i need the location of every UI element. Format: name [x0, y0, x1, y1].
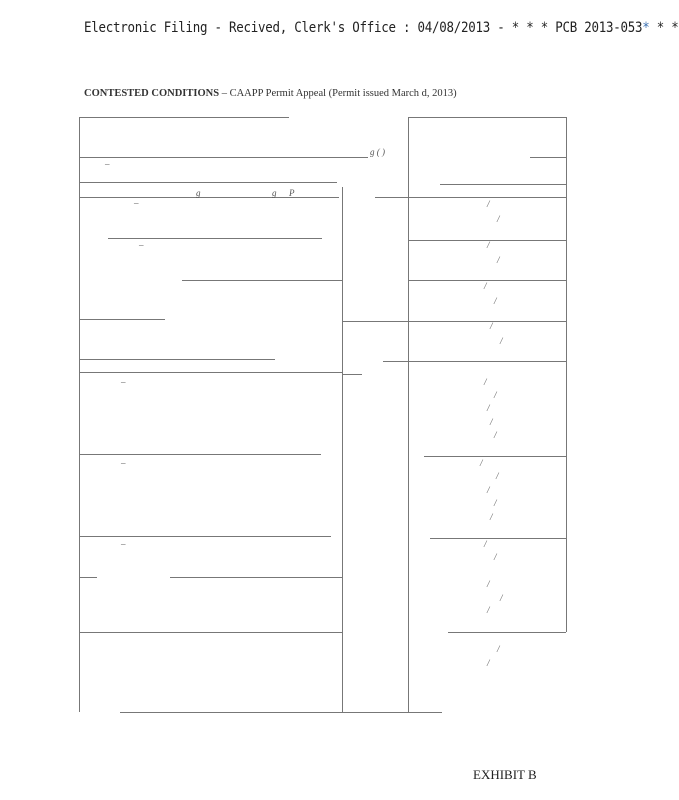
- table-fragment: /: [480, 458, 483, 468]
- table-row-line: [79, 454, 321, 455]
- table-fragment: /: [487, 199, 490, 209]
- table-row-line: [79, 182, 337, 183]
- table-row-line: [342, 321, 566, 322]
- table-left-border: [79, 117, 80, 712]
- table-row-line: [182, 280, 342, 281]
- heading-rest: – CAAPP Permit Appeal (Permit issued March d, 2013): [219, 88, 457, 99]
- table-fragment: /: [484, 377, 487, 387]
- table-fragment: /: [487, 485, 490, 495]
- table-col-divider-2: [408, 117, 409, 712]
- table-row-line: [342, 374, 362, 375]
- table-fragment: /: [494, 296, 497, 306]
- table-fragment: P: [289, 188, 295, 198]
- table-fragment: g: [272, 188, 277, 198]
- table-row-line: [79, 577, 97, 578]
- table-row-line: [530, 157, 566, 158]
- table-row-line: [79, 197, 339, 198]
- table-fragment: /: [497, 644, 500, 654]
- table-fragment: /: [500, 336, 503, 346]
- table-right-border: [566, 117, 567, 632]
- table-fragment: /: [487, 579, 490, 589]
- table-fragment: g ( ): [370, 147, 385, 157]
- table-fragment: /: [490, 321, 493, 331]
- table-fragment: –: [121, 377, 126, 387]
- table-fragment: /: [496, 471, 499, 481]
- table-fragment: /: [494, 430, 497, 440]
- table-fragment: /: [484, 281, 487, 291]
- table-fragment: /: [487, 240, 490, 250]
- table-row-line: [79, 632, 342, 633]
- table-row-line: [79, 319, 165, 320]
- table-row-line: [375, 197, 566, 198]
- table-fragment: –: [139, 240, 144, 250]
- table-fragment: /: [487, 605, 490, 615]
- table-row-line: [120, 712, 442, 713]
- filing-stamp-text: Electronic Filing - Recived, Clerk's Office : 04/08/2013 - * * * PCB 2013-053: [84, 20, 643, 36]
- heading-bold: CONTESTED CONDITIONS: [84, 88, 220, 99]
- table-row-line: [79, 372, 342, 373]
- page-heading: [84, 88, 457, 97]
- table-row-line: [79, 359, 275, 360]
- filing-stamp: [84, 20, 678, 36]
- table-row-line: [448, 632, 566, 633]
- table-row-line: [408, 280, 566, 281]
- table-row-line: [79, 536, 331, 537]
- table-row-line: [170, 577, 342, 578]
- table-fragment: /: [490, 417, 493, 427]
- table-row-line: [79, 157, 368, 158]
- table-fragment: /: [497, 214, 500, 224]
- table-row-line: [383, 361, 566, 362]
- table-row-line: [430, 538, 566, 539]
- table-fragment: /: [497, 255, 500, 265]
- table-row-line: [424, 456, 566, 457]
- exhibit-label: EXHIBIT B: [473, 767, 537, 782]
- table-fragment: /: [500, 593, 503, 603]
- table-fragment: –: [121, 539, 126, 549]
- table-fragment: /: [494, 552, 497, 562]
- table-col-divider-1: [342, 187, 343, 712]
- table-fragment: /: [487, 403, 490, 413]
- table-fragment: –: [134, 198, 139, 208]
- table-fragment: /: [487, 658, 490, 668]
- table-row-line: [79, 117, 289, 118]
- table-row-line: [408, 117, 566, 118]
- table-fragment: /: [494, 390, 497, 400]
- table-fragment: /: [490, 512, 493, 522]
- table-fragment: –: [121, 458, 126, 468]
- stamp-mark: *: [642, 20, 650, 36]
- stamp-suffix: * *: [656, 20, 679, 36]
- table-fragment: –: [105, 159, 110, 169]
- table-fragment: /: [484, 539, 487, 549]
- table-row-line: [108, 238, 322, 239]
- table-row-line: [440, 184, 566, 185]
- table-fragment: /: [494, 498, 497, 508]
- table-fragment: g: [196, 188, 201, 198]
